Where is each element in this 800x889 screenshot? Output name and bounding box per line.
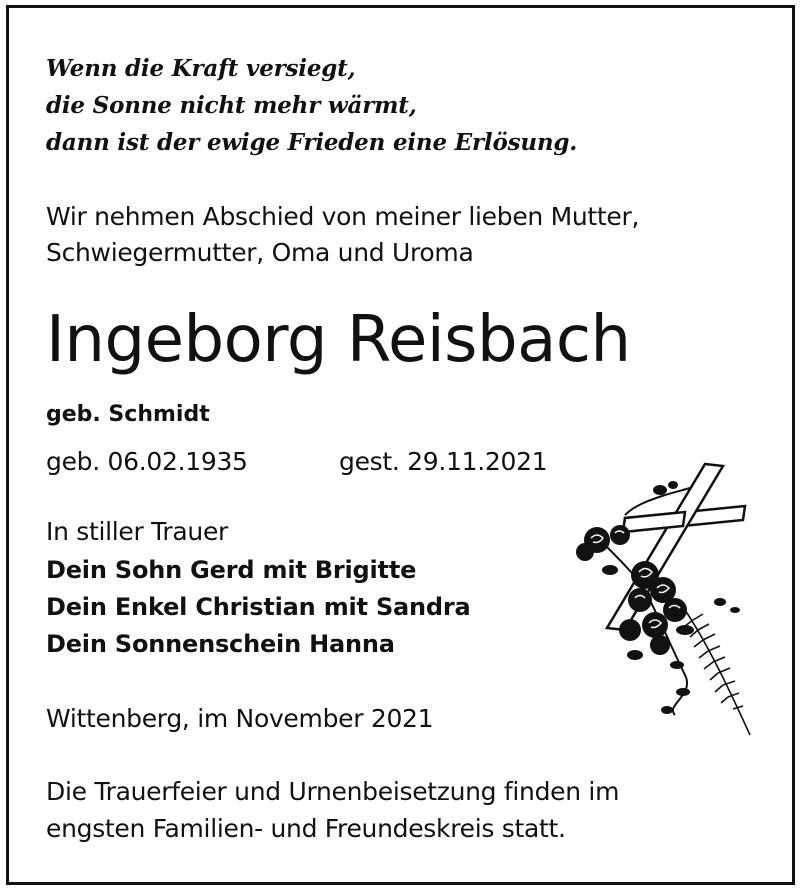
place-date: Wittenberg, im November 2021 [46,704,434,733]
life-dates [46,443,547,481]
verse-line-3: dann ist der ewige Frieden eine Erlösung. [46,129,578,156]
cross-with-roses-icon [565,460,760,745]
intro-line-1: Wir nehmen Abschied von meiner lieben Mutter, [46,202,640,231]
deceased-name: Ingeborg Reisbach [46,303,631,377]
mourner-3: Dein Sonnenschein Hanna [46,630,395,658]
verse-line-2: die Sonne nicht mehr wärmt, [46,92,417,119]
mourner-1: Dein Sohn Gerd mit Brigitte [46,556,417,584]
intro-line-2: Schwiegermutter, Oma und Uroma [46,238,474,267]
notice-line-1: Die Trauerfeier und Urnenbeisetzung finden im [46,777,620,806]
mourner-2: Dein Enkel Christian mit Sandra [46,593,471,621]
notice-line-2: engsten Familien- und Freundeskreis statt. [46,814,566,843]
mourning-label: In stiller Trauer [46,517,229,546]
death-date: gest. 29.11.2021 [339,447,548,476]
verse-line-1: Wenn die Kraft versiegt, [46,55,356,82]
maiden-name: geb. Schmidt [46,402,210,427]
birth-date: geb. 06.02.1935 [46,447,248,476]
